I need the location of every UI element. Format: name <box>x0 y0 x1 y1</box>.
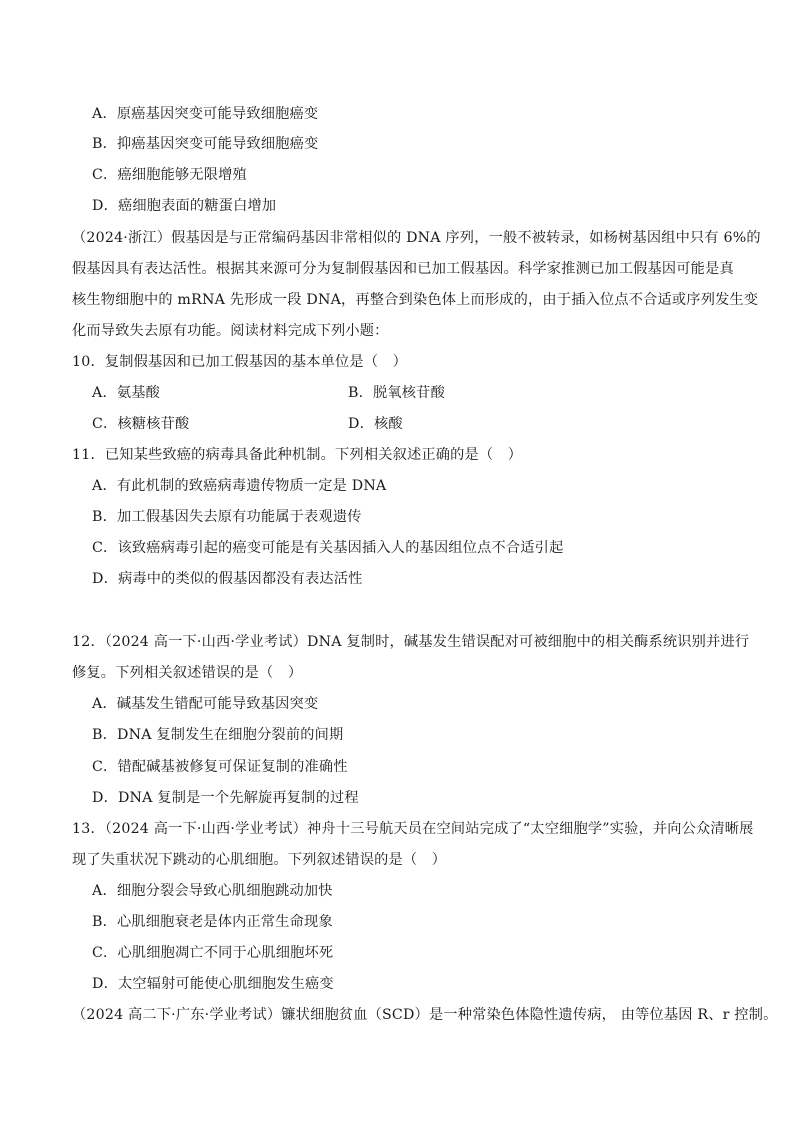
q11-option-d: D．病毒中的类似的假基因都没有表达活性 <box>92 571 363 587</box>
q13-option-b: B．心肌细胞衰老是体内正常生命现象 <box>92 914 333 930</box>
material-paragraph-line: （2024·浙江）假基因是与正常编码基因非常相似的 DNA 序列，一般不被转录，如杨树基因组中只有 6%的 <box>72 230 761 246</box>
q12-option-b: B．DNA 复制发生在细胞分裂前的间期 <box>92 727 344 743</box>
option-a: A．原癌基因突变可能导致细胞癌变 <box>92 106 319 122</box>
question-13-stem: 13．（2024 高一下·山西·学业考试）神舟十三号航天员在空间站完成了“太空细胞学”实验，并向公众清晰展 <box>72 821 754 837</box>
q10-option-d: D．核酸 <box>348 416 403 432</box>
q10-option-b: B．脱氧核苷酸 <box>348 385 445 401</box>
q11-option-b: B．加工假基因失去原有功能属于表观遗传 <box>92 509 362 525</box>
question-12-stem-cont: 修复。下列相关叙述错误的是（ ） <box>72 665 303 681</box>
q11-option-c: C．该致癌病毒引起的癌变可能是有关基因插入人的基因组位点不合适引起 <box>92 540 564 556</box>
option-d: D．癌细胞表面的糖蛋白增加 <box>92 198 277 214</box>
q13-option-c: C．心肌细胞凋亡不同于心肌细胞坏死 <box>92 945 334 961</box>
q12-option-c: C．错配碱基被修复可保证复制的准确性 <box>92 759 348 775</box>
q13-option-d: D．太空辐射可能使心肌细胞发生癌变 <box>92 976 334 992</box>
q10-option-c: C．核糖核苷酸 <box>92 416 190 432</box>
option-b: B．抑癌基因突变可能导致细胞癌变 <box>92 136 319 152</box>
q12-option-d: D．DNA 复制是一个先解旋再复制的过程 <box>92 790 359 806</box>
material-2-line: （2024 高二下·广东·学业考试）镰状细胞贫血（SCD）是一种常染色体隐性遗传病， 由等位基因 R、r 控制。 <box>72 1007 778 1023</box>
question-13-stem-cont: 现了失重状况下跳动的心肌细胞。下列叙述错误的是（ ） <box>72 852 447 868</box>
question-12-stem: 12．（2024 高一下·山西·学业考试）DNA 复制时，碱基发生错误配对可被细胞中的相关酶系统识别并进行 <box>72 634 750 650</box>
material-paragraph-line: 核生物细胞中的 mRNA 先形成一段 DNA，再整合到染色体上而形成的，由于插入位点不合适或序列发生变 <box>72 292 759 308</box>
material-paragraph-line: 化而导致失去原有功能。阅读材料完成下列小题： <box>72 323 389 339</box>
option-c: C．癌细胞能够无限增殖 <box>92 167 247 183</box>
q12-option-a: A．碱基发生错配可能导致基因突变 <box>92 696 319 712</box>
question-11-stem: 11．已知某些致癌的病毒具备此种机制。下列相关叙述正确的是（ ） <box>72 447 523 463</box>
question-10-stem: 10．复制假基因和已加工假基因的基本单位是（ ） <box>72 354 407 370</box>
q11-option-a: A．有此机制的致癌病毒遗传物质一定是 DNA <box>92 478 387 494</box>
material-paragraph-line: 假基因具有表达活性。根据其来源可分为复制假基因和已加工假基因。科学家推测已加工假基因可能是真 <box>72 261 734 277</box>
q10-option-a: A．氨基酸 <box>92 385 160 401</box>
q13-option-a: A．细胞分裂会导致心肌细胞跳动加快 <box>92 883 333 899</box>
